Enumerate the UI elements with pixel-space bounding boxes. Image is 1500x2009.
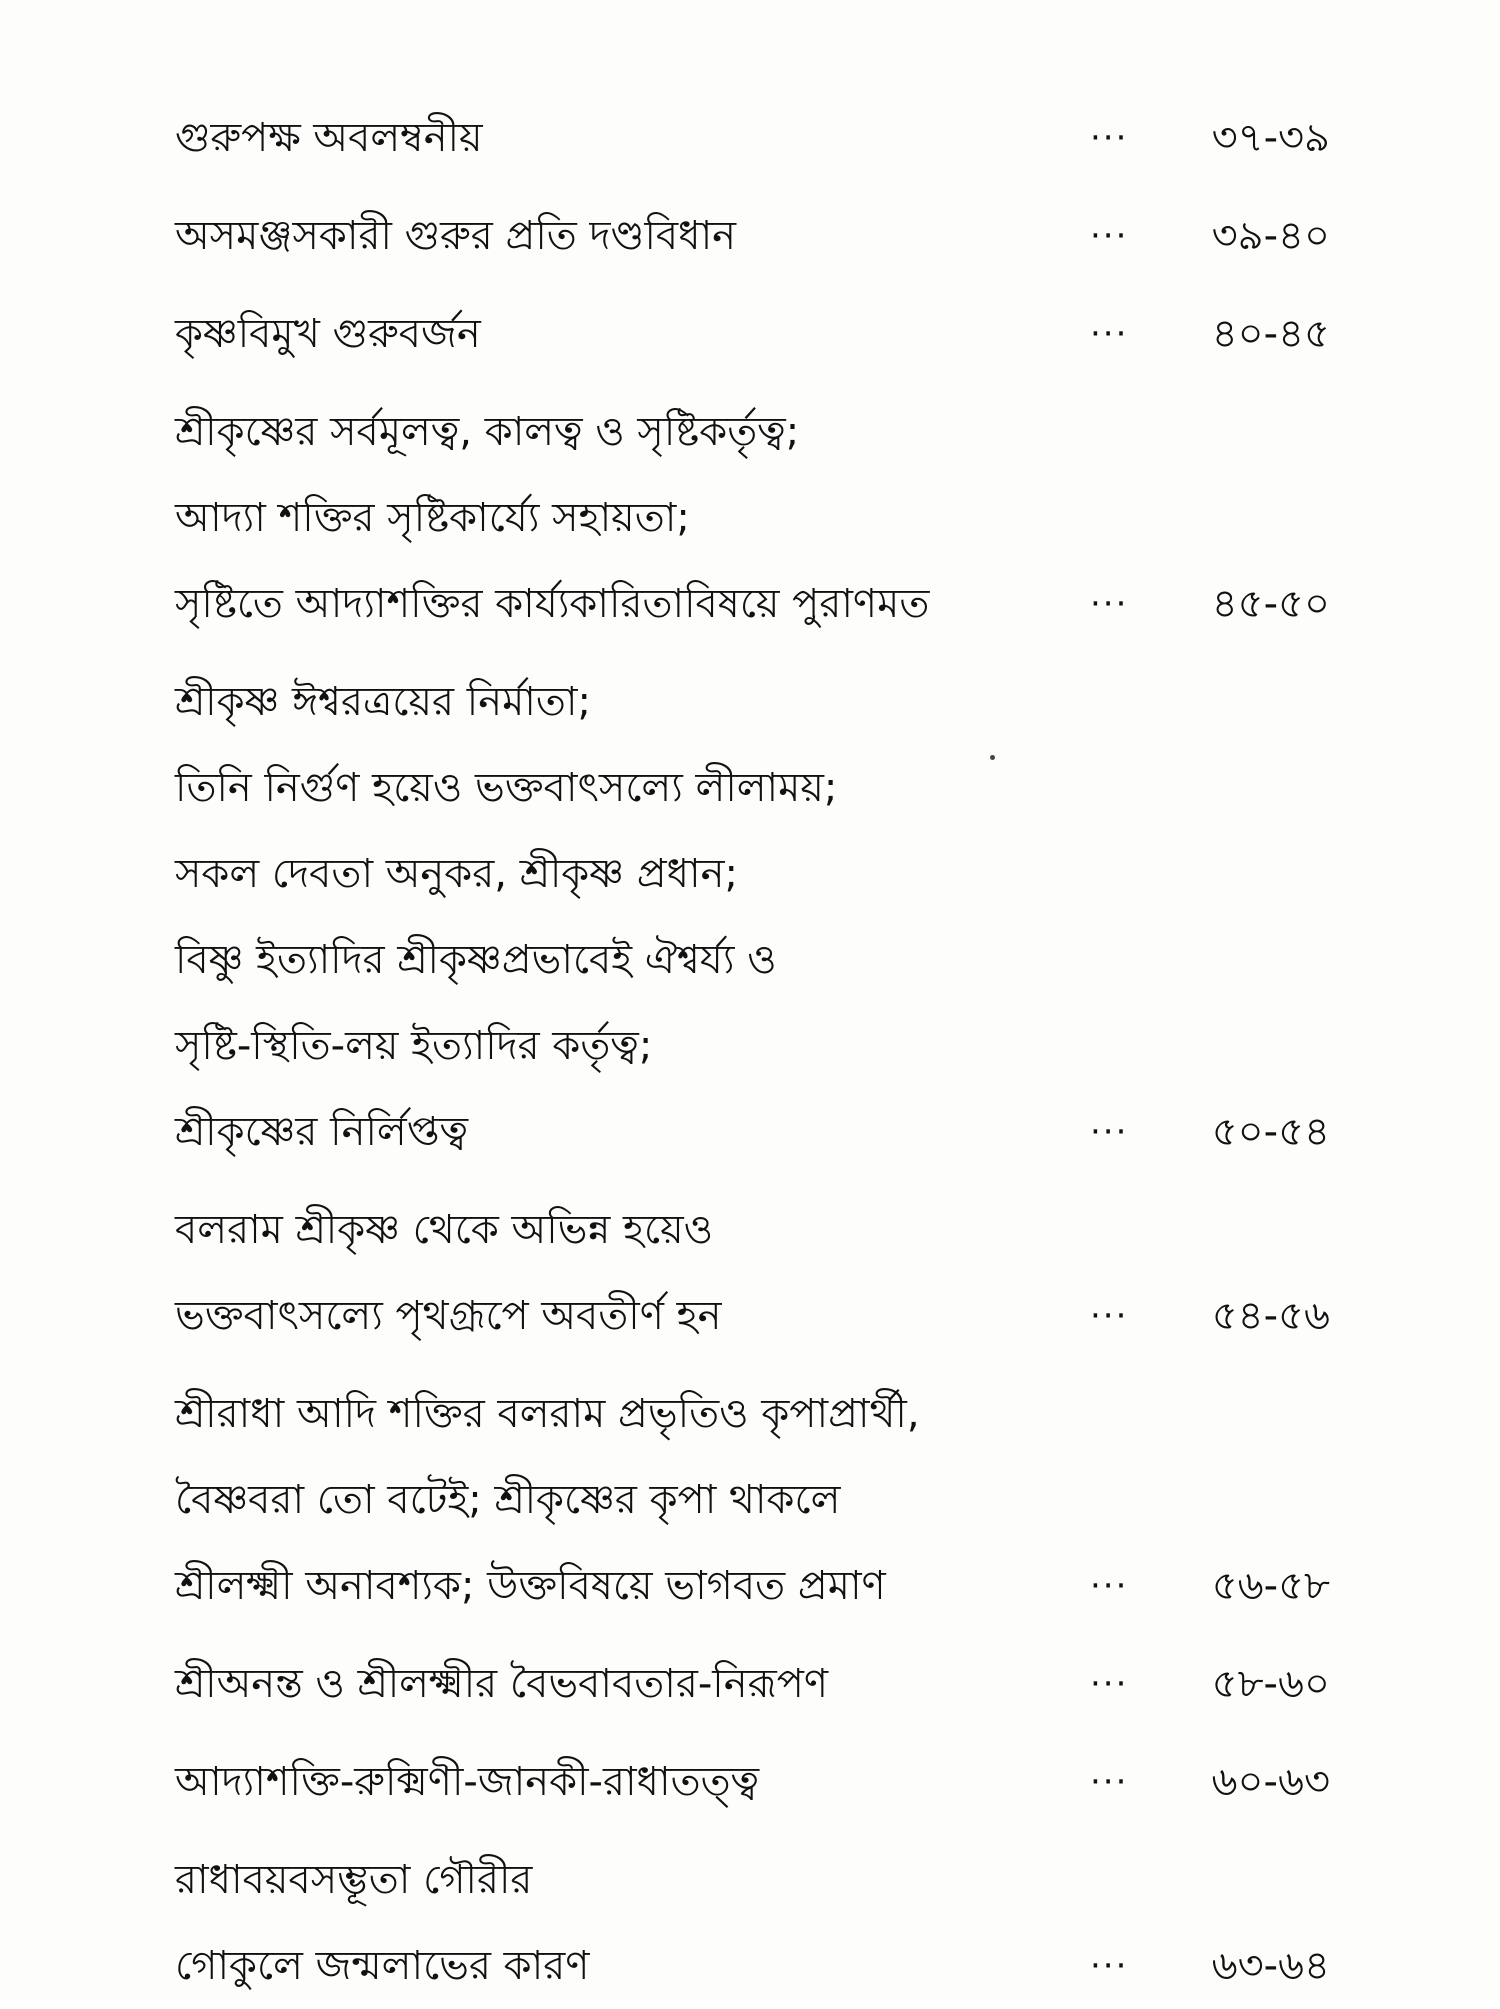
page-range: ৪০-৪৫: [1211, 311, 1330, 357]
toc-entry-title: সৃষ্টি-স্থিতি-লয় ইত্যাদির কর্তৃত্ব;: [175, 1023, 653, 1069]
leader-dots: ···: [1090, 584, 1129, 624]
toc-line: [175, 1371, 1330, 1457]
toc-entry-title: বলরাম শ্রীকৃষ্ণ থেকে অভিন্ন হয়েও: [175, 1207, 714, 1253]
toc-line: [175, 659, 1330, 745]
toc-line: [175, 95, 1330, 181]
page-range: ৪৫-৫০: [1211, 581, 1330, 627]
toc-entry-title: বৈষ্ণবরা তো বটেই; শ্রীকৃষ্ণের কৃপা থাকলে: [175, 1477, 841, 1523]
leader-dots: ···: [1090, 1296, 1129, 1336]
toc-entry: [175, 1837, 1330, 2009]
toc-entry: [175, 291, 1330, 377]
toc-entry-title: সৃষ্টিতে আদ্যাশক্তির কার্য্যকারিতাবিষয়ে পুরাণমত: [175, 581, 930, 627]
leader-dots: ···: [1090, 216, 1129, 256]
toc-line: [175, 389, 1330, 475]
toc-entry-title: শ্রীকৃষ্ণ ঈশ্বরত্রয়ের নির্মাতা;: [175, 679, 591, 725]
toc-entry: [175, 193, 1330, 279]
leader-dots: ···: [1090, 118, 1129, 158]
toc-line: [175, 475, 1330, 561]
page-range: ৬০-৬৩: [1211, 1759, 1330, 1805]
toc-line: [175, 917, 1330, 1003]
page-range: ৫৪-৫৬: [1211, 1293, 1330, 1339]
toc-entry-title: বিষ্ণু ইত্যাদির শ্রীকৃষ্ণপ্রভাবেই ঐশ্বর্য্য ও: [175, 937, 777, 983]
toc-line: [175, 1003, 1330, 1089]
page-range: ৬৩-৬৪: [1211, 1943, 1330, 1989]
toc-entry-title: তিনি নির্গুণ হয়েও ভক্তবাৎসল্যে লীলাময়;: [175, 765, 838, 811]
toc-entry-title: শ্রীঅনন্ত ও শ্রীলক্ষ্মীর বৈভবাবতার-নিরূপণ: [175, 1661, 829, 1707]
toc-line: [175, 1273, 1330, 1359]
toc-line: [175, 193, 1330, 279]
toc-entry-title: আদ্যা শক্তির সৃষ্টিকার্য্যে সহায়তা;: [175, 495, 690, 541]
page-range: ৩৯-৪০: [1211, 213, 1330, 259]
toc-entry: [175, 1371, 1330, 1629]
page-range: ৫৮-৬০: [1211, 1661, 1330, 1707]
toc-line: [175, 1739, 1330, 1825]
toc-entry-title: রাধাবয়বসম্ভূতা গৌরীর: [175, 1857, 533, 1903]
print-speck: [990, 755, 995, 760]
toc-entry-title: শ্রীকৃষ্ণের সর্বমূলত্ব, কালত্ব ও সৃষ্টিকর্তৃত্ব;: [175, 409, 800, 455]
table-of-contents: [175, 95, 1330, 2009]
leader-dots: ···: [1090, 1762, 1129, 1802]
toc-line: [175, 745, 1330, 831]
toc-entry-title: শ্রীকৃষ্ণের নির্লিপ্তত্ব: [175, 1109, 469, 1155]
toc-entry-title: গুরুপক্ষ অবলম্বনীয়: [175, 115, 483, 161]
toc-line: [175, 561, 1330, 647]
toc-entry-title: আদ্যাশক্তি-রুক্মিণী-জানকী-রাধাতত্ত্ব: [175, 1759, 760, 1805]
toc-line: [175, 1457, 1330, 1543]
toc-line: [175, 291, 1330, 377]
leader-dots: ···: [1090, 1664, 1129, 1704]
leader-dots: ···: [1090, 1566, 1129, 1606]
toc-line: [175, 1543, 1330, 1629]
toc-entry-title: ভক্তবাৎসল্যে পৃথগ্রূপে অবতীর্ণ হন: [175, 1293, 722, 1339]
toc-entry: [175, 1641, 1330, 1727]
toc-entry-title: কৃষ্ণবিমুখ গুরুবর্জন: [175, 311, 481, 357]
toc-entry: [175, 659, 1330, 1175]
leader-dots: ···: [1090, 1946, 1129, 1986]
toc-line: [175, 1837, 1330, 1923]
toc-entry-title: শ্রীরাধা আদি শক্তির বলরাম প্রভৃতিও কৃপাপ্রার্থী,: [175, 1391, 920, 1437]
page-range: ৫০-৫৪: [1211, 1109, 1330, 1155]
toc-entry: [175, 1739, 1330, 1825]
toc-entry-title: শ্রীলক্ষ্মী অনাবশ্যক; উক্তবিষয়ে ভাগবত প্রমাণ: [175, 1563, 886, 1609]
toc-entry-title: অসমঞ্জসকারী গুরুর প্রতি দণ্ডবিধান: [175, 213, 737, 259]
toc-line: [175, 1923, 1330, 2009]
toc-line: [175, 1641, 1330, 1727]
page-range: ৫৬-৫৮: [1211, 1563, 1330, 1609]
toc-line: [175, 1089, 1330, 1175]
toc-entry: [175, 1187, 1330, 1359]
toc-entry: [175, 389, 1330, 647]
leader-dots: ···: [1090, 1112, 1129, 1152]
toc-entry-title: গোকুলে জন্মলাভের কারণ: [175, 1943, 590, 1989]
page-range: ৩৭-৩৯: [1211, 115, 1330, 161]
toc-line: [175, 831, 1330, 917]
toc-entry-title: সকল দেবতা অনুকর, শ্রীকৃষ্ণ প্রধান;: [175, 851, 738, 897]
toc-line: [175, 1187, 1330, 1273]
leader-dots: ···: [1090, 314, 1129, 354]
toc-entry: [175, 95, 1330, 181]
